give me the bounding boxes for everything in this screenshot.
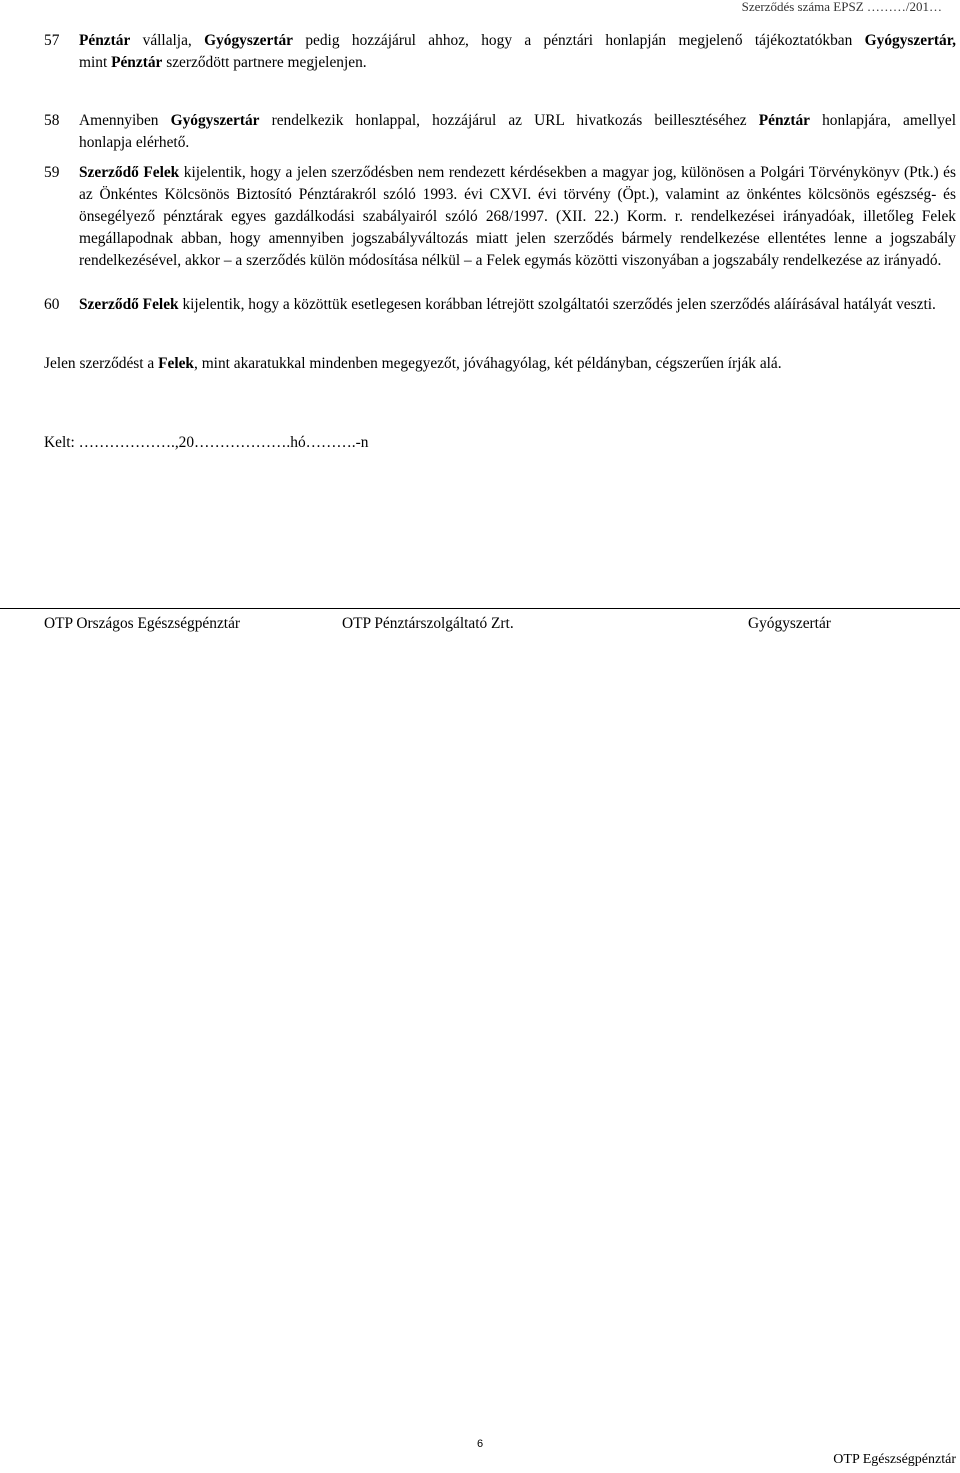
page-number: 6 — [477, 1438, 484, 1450]
signature-gyogyszertar: Gyógyszertár — [748, 615, 831, 632]
clause-number: 57 — [44, 32, 60, 49]
signature-otp-egeszsegpenztar: OTP Országos Egészségpénztár — [44, 615, 241, 632]
signature-line — [0, 608, 960, 609]
clause-text: Pénztár vállalja, Gyógyszertár pedig hozzájárul ahhoz, hogy a pénztári honlapján megjelenő tájékoztatókban Gyógyszertár, mint Pénztár szerződött partnere megjelenjen. — [79, 32, 956, 71]
closing-statement: Jelen szerződést a Felek, mint akaratukkal mindenben megegyezőt, jóváhagyólag, két példányban, cégszerűen írják alá. — [44, 355, 782, 372]
clause-number: 60 — [44, 296, 60, 313]
clause-58 — [44, 110, 956, 154]
clause-59 — [44, 162, 956, 272]
date-line: Kelt: ……………….,20……………….hó……….-n — [44, 434, 369, 451]
clause-text: Amennyiben Gyógyszertár rendelkezik honlappal, hozzájárul az URL hivatkozás beillesztéséhez Pénztár honlapjára, amellyel honlapja elérhető. — [79, 112, 956, 151]
clause-number: 58 — [44, 112, 60, 129]
clause-57 — [44, 30, 956, 74]
clause-text: Szerződő Felek kijelentik, hogy a jelen szerződésben nem rendezett kérdésekben a magyar jog, különösen a Polgári Törvénykönyv (Ptk.) és az Önkéntes Kölcsönös Biztosító Pénztárakról szóló 1993. évi CXVI. évi törvény (Öpt.), valamint az önkéntes kölcsönös egészség- és önsegélyező pénztárak egyes gazdálkodási szabályairól szóló 268/1997. (XII. 22.) Korm. r. rendelkezései irányadóak, illetőleg Felek megállapodnak abban, hogy amennyiben jogszabályváltozás miatt jelen szerződés bármely rendelkezése ellentétes lenne a jogszabály rendelkezésével, akkor – a szerződés külön módosítása nélkül – a Felek egymás közötti viszonyában a jogszabály rendelkezése az irányadó. — [79, 164, 956, 269]
clause-text: Szerződő Felek kijelentik, hogy a közöttük esetlegesen korábban létrejött szolgáltatói szerződés jelen szerződés aláírásával hatályát veszti. — [79, 296, 936, 313]
document-footer: OTP Egészségpénztár — [833, 1452, 956, 1467]
signature-otp-penztarszolgaltato: OTP Pénztárszolgáltató Zrt. — [342, 615, 514, 632]
document-header: Szerződés száma EPSZ ………/201… — [741, 0, 942, 14]
clause-number: 59 — [44, 164, 60, 181]
clause-60 — [44, 294, 956, 316]
